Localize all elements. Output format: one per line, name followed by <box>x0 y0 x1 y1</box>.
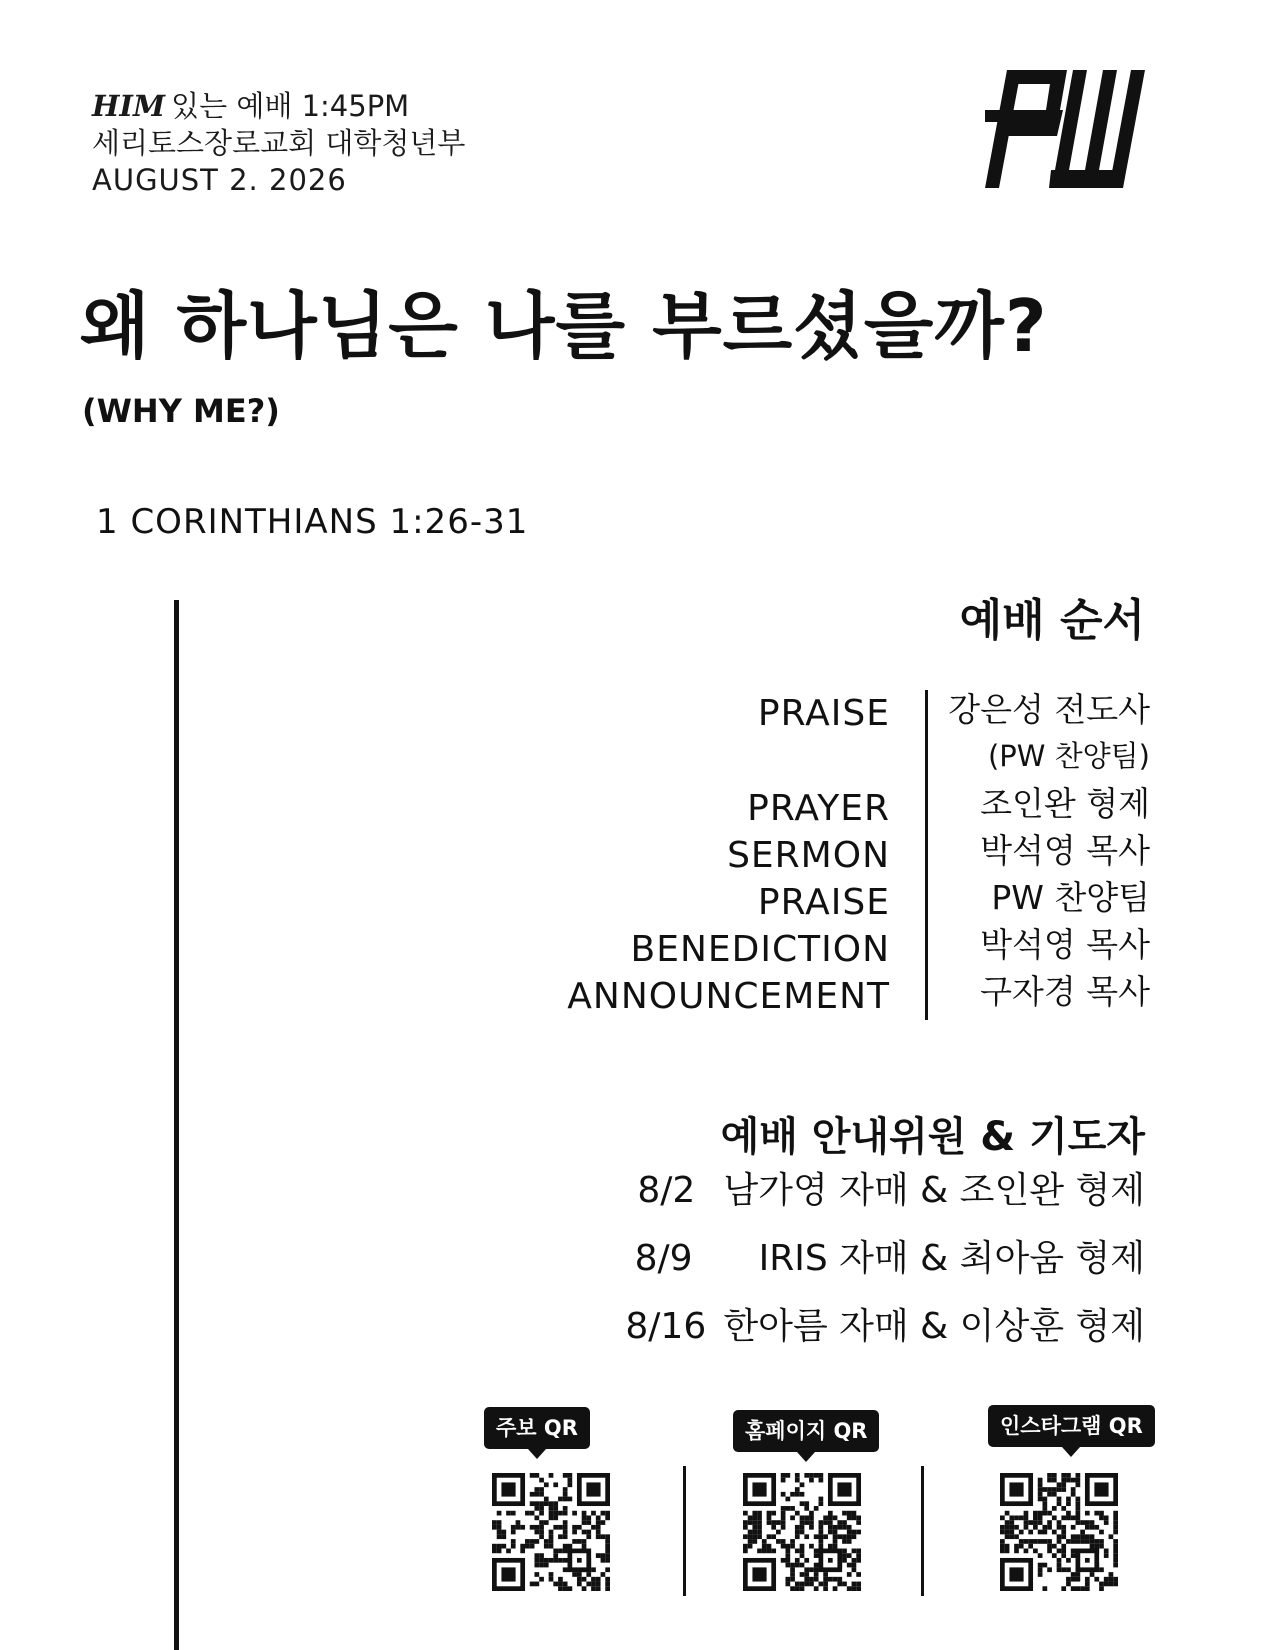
instagram-qr-label: 인스타그램 QR <box>988 1405 1155 1447</box>
sermon-title: 왜 하나님은 나를 부르셨을까? <box>80 284 1048 368</box>
sermon-subtitle: (WHY ME?) <box>82 392 280 430</box>
service-date: AUGUST 2. 2026 <box>92 163 347 197</box>
usher-names: 한아름 자매 & 이상훈 형제 <box>723 1306 1145 1347</box>
qr-code-icon[interactable] <box>1000 1473 1118 1591</box>
bulletin-qr-label: 주보 QR <box>484 1407 590 1449</box>
order-part: SERMON <box>727 835 890 876</box>
church-name: 세리토스장로교회 대학청년부 <box>92 126 466 160</box>
usher-date: 8/2 <box>637 1170 696 1211</box>
service-time-line <box>92 88 465 125</box>
pw-logo-icon <box>985 70 1145 188</box>
order-leader: 박석영 목사 <box>980 925 1150 964</box>
order-part: BENEDICTION <box>630 929 890 970</box>
qr-divider <box>921 1466 924 1596</box>
usher-date: 8/16 <box>625 1306 707 1347</box>
usher-row <box>625 1298 1145 1349</box>
header-info <box>92 88 465 199</box>
order-spacer <box>470 737 890 785</box>
qr-code-icon[interactable] <box>743 1473 861 1591</box>
usher-row <box>635 1230 1145 1281</box>
him-label: HIM <box>92 89 166 123</box>
ushers-heading: 예배 안내위원 & 기도자 <box>720 1114 1145 1160</box>
usher-names: 남가영 자매 & 조인완 형제 <box>723 1170 1145 1211</box>
order-leader: 조인완 형제 <box>980 784 1150 823</box>
left-vertical-divider <box>174 600 179 1650</box>
usher-date: 8/9 <box>634 1238 693 1279</box>
usher-row <box>637 1162 1145 1213</box>
scripture-reference: 1 CORINTHIANS 1:26-31 <box>96 502 529 542</box>
order-leader: PW 찬양팀 <box>991 878 1150 917</box>
order-part: PRAYER <box>747 788 890 829</box>
order-parts <box>470 690 890 1020</box>
order-leader-sub: (PW 찬양팀) <box>987 739 1150 773</box>
order-leader: 박석영 목사 <box>980 831 1150 870</box>
order-part: PRAISE <box>757 693 890 734</box>
qr-code-icon[interactable] <box>492 1473 610 1591</box>
order-part: PRAISE <box>757 882 890 923</box>
homepage-qr-label: 홈페이지 QR <box>733 1410 879 1452</box>
order-leader: 구자경 목사 <box>980 972 1150 1011</box>
order-heading: 예배 순서 <box>959 595 1145 646</box>
service-time: 있는 예배 1:45PM <box>171 89 410 123</box>
usher-names: IRIS 자매 & 최아움 형제 <box>758 1238 1145 1279</box>
qr-divider <box>683 1466 686 1596</box>
order-leader: 강은성 전도사 <box>948 690 1150 729</box>
order-part: ANNOUNCEMENT <box>567 976 890 1017</box>
order-leaders <box>890 686 1150 1015</box>
